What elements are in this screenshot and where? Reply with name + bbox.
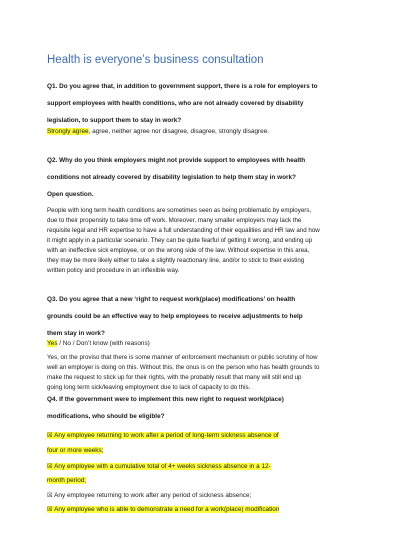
answer-line: Yes, on the proviso that there is some manner of enforcement mechanism or public scrutiny of how — [47, 354, 318, 361]
question-3-choice — [47, 339, 150, 349]
checkbox-icon: ☒ — [47, 432, 53, 439]
question-1-line: support employees with health conditions, who are not already covered by disability — [47, 100, 304, 107]
answer-line: going long term sick/leaving employment due to lack of capacity to do this. — [47, 384, 251, 391]
answer-line: due to their propensity to take time off work. Moreover, many smaller employers may lack the — [47, 217, 302, 224]
option-4 — [47, 505, 279, 515]
checkbox-icon: ☒ — [47, 506, 53, 513]
answer-line: they may be more likely either to take a slightly reactionary line, and/or to stick to their existing — [47, 257, 305, 264]
option-3 — [47, 491, 251, 501]
question-2-subheading: Open question. — [47, 191, 94, 198]
option-2-continued — [47, 476, 86, 486]
option-text: Any employee who is able to demonstrate a need for a work(place) modification — [54, 506, 280, 513]
option-text: four or more weeks; — [47, 447, 104, 454]
option-text: Any employee returning to work after any period of sickness absence; — [54, 492, 252, 499]
answer-line: requisite legal and HR expertise to have a full understanding of their equalities and HR law and how — [47, 227, 320, 234]
option-text: Any employee returning to work after a period of long-term sickness absence of — [54, 432, 279, 439]
option-text: month period; — [47, 477, 87, 484]
answer-line: well an employer is doing on this. Without this, the onus is on the person who has health grounds to — [47, 364, 320, 371]
page-title: Health is everyone’s business consultation — [47, 54, 264, 66]
answer-line: written policy and procedure in an inflexible way. — [47, 267, 180, 274]
option-2 — [47, 462, 271, 472]
question-1-line: Q1. Do you agree that, in addition to government support, there is a role for employers to — [47, 83, 318, 90]
option-1-continued — [47, 446, 103, 456]
question-3-line: grounds could be an effective way to help employees to receive adjustments to help — [47, 313, 303, 320]
checkbox-icon: ☒ — [47, 492, 53, 499]
question-1-line: legislation, to support them to stay in work? — [47, 117, 182, 124]
question-3 — [47, 291, 357, 342]
question-4-line: modifications, who should be eligible? — [47, 413, 165, 420]
question-2-line: conditions not already covered by disability legislation to help them stay in work? — [47, 174, 296, 181]
option-1 — [47, 431, 279, 441]
answer-line: it might apply in a particular scenario. They can be quite fearful of getting it wrong, and ending up — [47, 237, 313, 244]
question-1 — [47, 78, 357, 129]
question-1-answer — [47, 127, 269, 137]
question-2 — [47, 152, 357, 203]
question-4 — [47, 391, 357, 425]
question-2-line: Q2. Why do you think employers might not provide support to employees with health — [47, 157, 306, 164]
checkbox-icon: ☒ — [47, 463, 53, 470]
question-3-answer — [47, 353, 367, 393]
option-text: Any employee with a cumulative total of 4+ weeks sickness absence in a 12- — [54, 463, 271, 470]
question-3-line: them stay in work? — [47, 330, 105, 337]
selected-answer-highlight: Yes — [47, 340, 58, 347]
selected-answer-highlight: Strongly agree — [47, 128, 89, 135]
answer-line: People with long term health conditions are sometimes seen as being problematic by employers, — [47, 207, 312, 214]
answer-options-text: / No / Don’t know (with reasons) — [57, 340, 150, 347]
question-4-line: Q4. If the government were to implement this new right to request work(place) — [47, 396, 284, 403]
answer-line: with an ineffective sick employee, or on the wrong side of the law. Without expertise in this area, — [47, 247, 310, 254]
question-3-line: Q3. Do you agree that a new ‘right to request work(place) modifications’ on health — [47, 296, 296, 303]
answer-line: make the request to stick up for their rights, with the probably result that many will still end up — [47, 374, 302, 381]
question-2-answer — [47, 206, 367, 276]
answer-options-text: , agree, neither agree nor disagree, disagree, strongly disagree. — [88, 128, 270, 135]
